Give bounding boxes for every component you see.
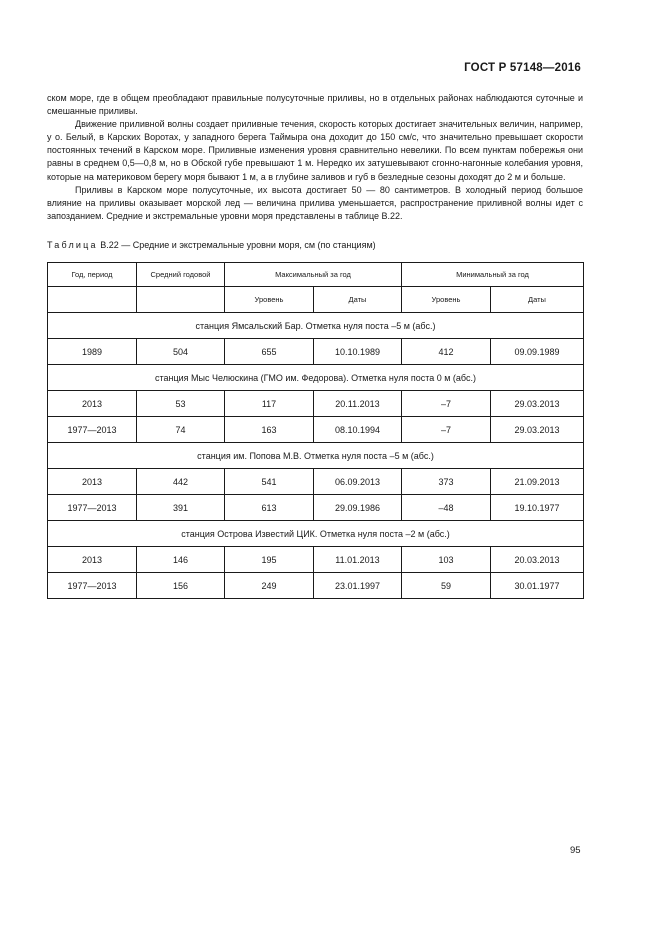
header-max-dates: Даты <box>314 287 402 313</box>
station-row <box>48 443 584 469</box>
table-row <box>48 339 584 365</box>
cell-max-date: 10.10.1989 <box>314 339 402 365</box>
station-title: станция Острова Известий ЦИК. Отметка нуля поста –2 м (абс.) <box>48 521 584 547</box>
document-code: ГОСТ Р 57148—2016 <box>464 62 581 74</box>
cell-period: 1977—2013 <box>48 495 137 521</box>
page-number: 95 <box>570 845 581 856</box>
cell-max-level: 613 <box>225 495 314 521</box>
cell-max-date: 06.09.2013 <box>314 469 402 495</box>
cell-period: 2013 <box>48 547 137 573</box>
header-empty <box>137 287 225 313</box>
cell-max-level: 117 <box>225 391 314 417</box>
cell-min-level: –48 <box>402 495 491 521</box>
station-row <box>48 365 584 391</box>
cell-annual-mean: 146 <box>137 547 225 573</box>
cell-period: 1977—2013 <box>48 417 137 443</box>
sea-level-table <box>47 262 584 599</box>
table-body <box>48 263 584 599</box>
cell-max-level: 541 <box>225 469 314 495</box>
cell-min-date: 21.09.2013 <box>491 469 584 495</box>
cell-max-date: 29.09.1986 <box>314 495 402 521</box>
cell-max-date: 23.01.1997 <box>314 573 402 599</box>
cell-min-level: 103 <box>402 547 491 573</box>
cell-min-level: –7 <box>402 417 491 443</box>
cell-annual-mean: 442 <box>137 469 225 495</box>
header-annual-mean: Средний годовой <box>137 263 225 287</box>
paragraph: Приливы в Карском море полусуточные, их высота достигает 50 — 80 сантиметров. В холодный период большое влияние на приливы оказывает морской лед — величина прилива уменьшается, распространение приливной волны идет с запозданием. Средние и экстремальные уровни моря представлены в таблице В.22. <box>47 184 583 221</box>
header-period: Год, период <box>48 263 137 287</box>
cell-min-date: 19.10.1977 <box>491 495 584 521</box>
cell-period: 2013 <box>48 391 137 417</box>
header-row <box>48 263 584 287</box>
cell-min-level: 412 <box>402 339 491 365</box>
header-max-group: Максимальный за год <box>225 263 402 287</box>
cell-annual-mean: 74 <box>137 417 225 443</box>
cell-max-date: 11.01.2013 <box>314 547 402 573</box>
cell-min-date: 29.03.2013 <box>491 417 584 443</box>
table-row <box>48 573 584 599</box>
table-row <box>48 547 584 573</box>
cell-annual-mean: 504 <box>137 339 225 365</box>
paragraph: ском море, где в общем преобладают правильные полусуточные приливы, но в отдельных районах наблюдаются суточные и смешанные приливы. <box>47 93 583 117</box>
cell-annual-mean: 391 <box>137 495 225 521</box>
cell-max-level: 655 <box>225 339 314 365</box>
body-text <box>47 92 583 223</box>
cell-min-date: 09.09.1989 <box>491 339 584 365</box>
cell-min-level: –7 <box>402 391 491 417</box>
cell-period: 1977—2013 <box>48 573 137 599</box>
cell-annual-mean: 53 <box>137 391 225 417</box>
subheader-row <box>48 287 584 313</box>
header-min-level: Уровень <box>402 287 491 313</box>
table-caption-text: В.22 — Средние и экстремальные уровни моря, см (по станциям) <box>100 240 376 250</box>
cell-min-date: 29.03.2013 <box>491 391 584 417</box>
cell-max-date: 20.11.2013 <box>314 391 402 417</box>
cell-max-level: 249 <box>225 573 314 599</box>
cell-period: 2013 <box>48 469 137 495</box>
header-empty <box>48 287 137 313</box>
cell-max-level: 163 <box>225 417 314 443</box>
cell-max-level: 195 <box>225 547 314 573</box>
header-max-level: Уровень <box>225 287 314 313</box>
station-row <box>48 521 584 547</box>
station-row <box>48 313 584 339</box>
cell-max-date: 08.10.1994 <box>314 417 402 443</box>
station-title: станция Мыс Челюскина (ГМО им. Федорова). Отметка нуля поста 0 м (абс.) <box>48 365 584 391</box>
table-row <box>48 417 584 443</box>
table-caption-label: Таблица <box>47 240 98 250</box>
cell-min-level: 373 <box>402 469 491 495</box>
cell-annual-mean: 156 <box>137 573 225 599</box>
header-min-group: Минимальный за год <box>402 263 584 287</box>
table-caption <box>47 240 376 250</box>
cell-period: 1989 <box>48 339 137 365</box>
header-min-dates: Даты <box>491 287 584 313</box>
station-title: станция им. Попова М.В. Отметка нуля поста –5 м (абс.) <box>48 443 584 469</box>
table-row <box>48 495 584 521</box>
paragraph: Движение приливной волны создает приливные течения, скорость которых достигает значительных величин, например, у о. Белый, в Карских Воротах, у западного берега Таймыра она доходит до 150 см/с, что значительно превышает скорости постоянных течений в Карском море. Приливные изменения уровня сравнительно невелики. По всем пунктам побережья они равны в среднем 0,5—0,8 м, но в Обской губе превышают 1 м. Нередко их затушевывают сгонно-нагонные колебания уровня, которые на материковом берегу моря бывают 1 м, а в глубине заливов и губ в безледные сезоны доходят до 2 м и больше. <box>47 119 583 182</box>
table-row <box>48 391 584 417</box>
cell-min-level: 59 <box>402 573 491 599</box>
cell-min-date: 20.03.2013 <box>491 547 584 573</box>
cell-min-date: 30.01.1977 <box>491 573 584 599</box>
table-row <box>48 469 584 495</box>
station-title: станция Ямсальский Бар. Отметка нуля поста –5 м (абс.) <box>48 313 584 339</box>
